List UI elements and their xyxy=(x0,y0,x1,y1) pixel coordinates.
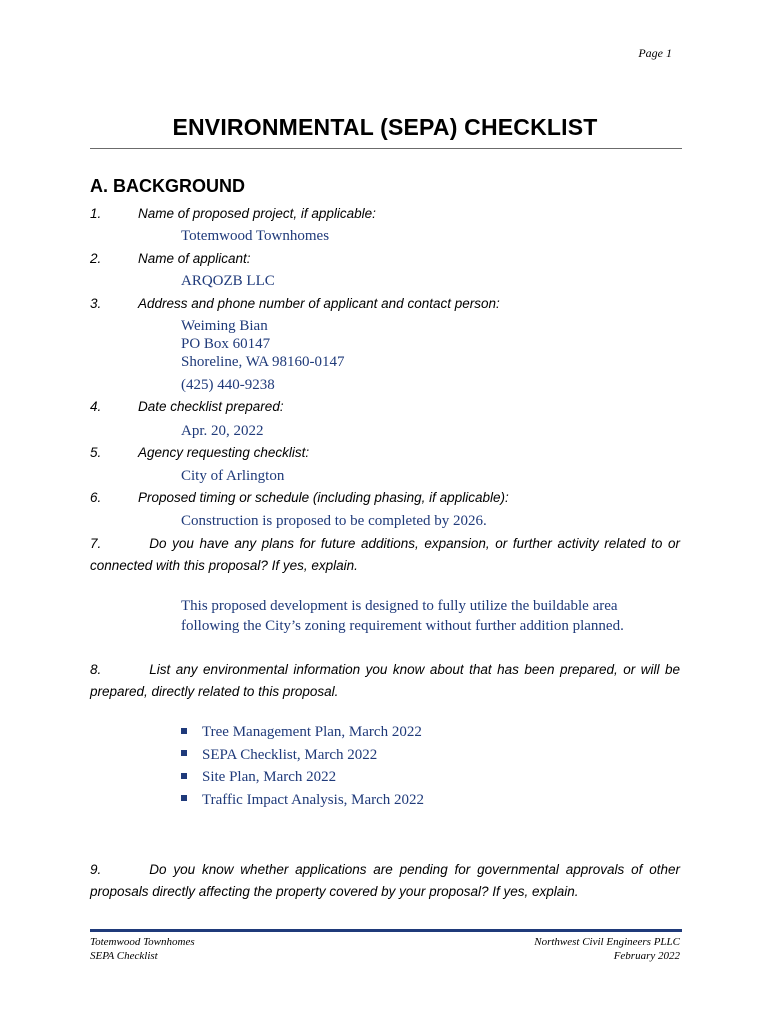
question-8 xyxy=(90,659,680,703)
answer-5: City of Arlington xyxy=(181,468,285,484)
question-text: Address and phone number of applicant and contact person: xyxy=(138,296,500,311)
footer-left xyxy=(90,935,195,963)
section-heading: A. BACKGROUND xyxy=(90,176,245,196)
question-number: 5. xyxy=(90,445,102,460)
question-9 xyxy=(90,859,680,903)
square-bullet-icon xyxy=(181,795,187,801)
answer-3-line-1: Weiming Bian xyxy=(181,318,268,334)
question-text: Proposed timing or schedule (including phasing, if applicable): xyxy=(138,490,509,505)
answer-3-line-4: (425) 440-9238 xyxy=(181,377,275,393)
answer-1: Totemwood Townhomes xyxy=(181,228,330,244)
question-number: 6. xyxy=(90,490,102,505)
answer-7-line-1: This proposed development is designed to fully utilize the buildable area xyxy=(181,598,618,614)
footer-document-name: SEPA Checklist xyxy=(90,950,158,962)
list-item: Site Plan, March 2022 xyxy=(181,769,424,792)
footer-divider xyxy=(90,929,682,932)
answer-3-line-3: Shoreline, WA 98160-0147 xyxy=(181,354,345,370)
page-title: ENVIRONMENTAL (SEPA) CHECKLIST xyxy=(172,114,598,140)
footer-project-name: Totemwood Townhomes xyxy=(90,936,195,948)
answer-7-line-2: following the City’s zoning requirement without further addition planned. xyxy=(181,618,624,634)
question-text: Agency requesting checklist: xyxy=(138,445,310,460)
title-divider xyxy=(90,148,682,149)
question-number: 2. xyxy=(90,251,102,266)
question-number: 7. xyxy=(90,536,102,551)
answer-3-line-2: PO Box 60147 xyxy=(181,336,271,352)
question-text: Do you have any plans for future additions, expansion, or further activity related to or connected with this proposal? If yes, explain. xyxy=(90,536,680,573)
question-text: Do you know whether applications are pending for governmental approvals of other proposals directly affecting the property covered by your proposal? If yes, explain. xyxy=(90,862,680,899)
footer-date: February 2022 xyxy=(613,950,680,962)
document-list xyxy=(181,724,424,814)
question-text: Name of applicant: xyxy=(138,251,251,266)
question-number: 1. xyxy=(90,206,102,221)
question-text: Name of proposed project, if applicable: xyxy=(138,206,376,221)
page-number: Page 1 xyxy=(638,46,672,60)
footer-right xyxy=(534,935,680,963)
list-item: SEPA Checklist, March 2022 xyxy=(181,747,424,770)
question-7 xyxy=(90,533,680,577)
question-number: 9. xyxy=(90,862,102,877)
question-number: 3. xyxy=(90,296,102,311)
square-bullet-icon xyxy=(181,773,187,779)
question-text: Date checklist prepared: xyxy=(138,399,284,414)
answer-4: Apr. 20, 2022 xyxy=(181,423,264,439)
question-number: 4. xyxy=(90,399,102,414)
question-number: 8. xyxy=(90,662,102,677)
answer-2: ARQOZB LLC xyxy=(181,273,275,289)
square-bullet-icon xyxy=(181,728,187,734)
footer-company-name: Northwest Civil Engineers PLLC xyxy=(534,936,680,948)
square-bullet-icon xyxy=(181,750,187,756)
answer-6: Construction is proposed to be completed by 2026. xyxy=(181,513,487,529)
list-item: Traffic Impact Analysis, March 2022 xyxy=(181,792,424,815)
list-item: Tree Management Plan, March 2022 xyxy=(181,724,424,747)
question-text: List any environmental information you know about that has been prepared, or will be prepared, directly related to this proposal. xyxy=(90,662,680,699)
